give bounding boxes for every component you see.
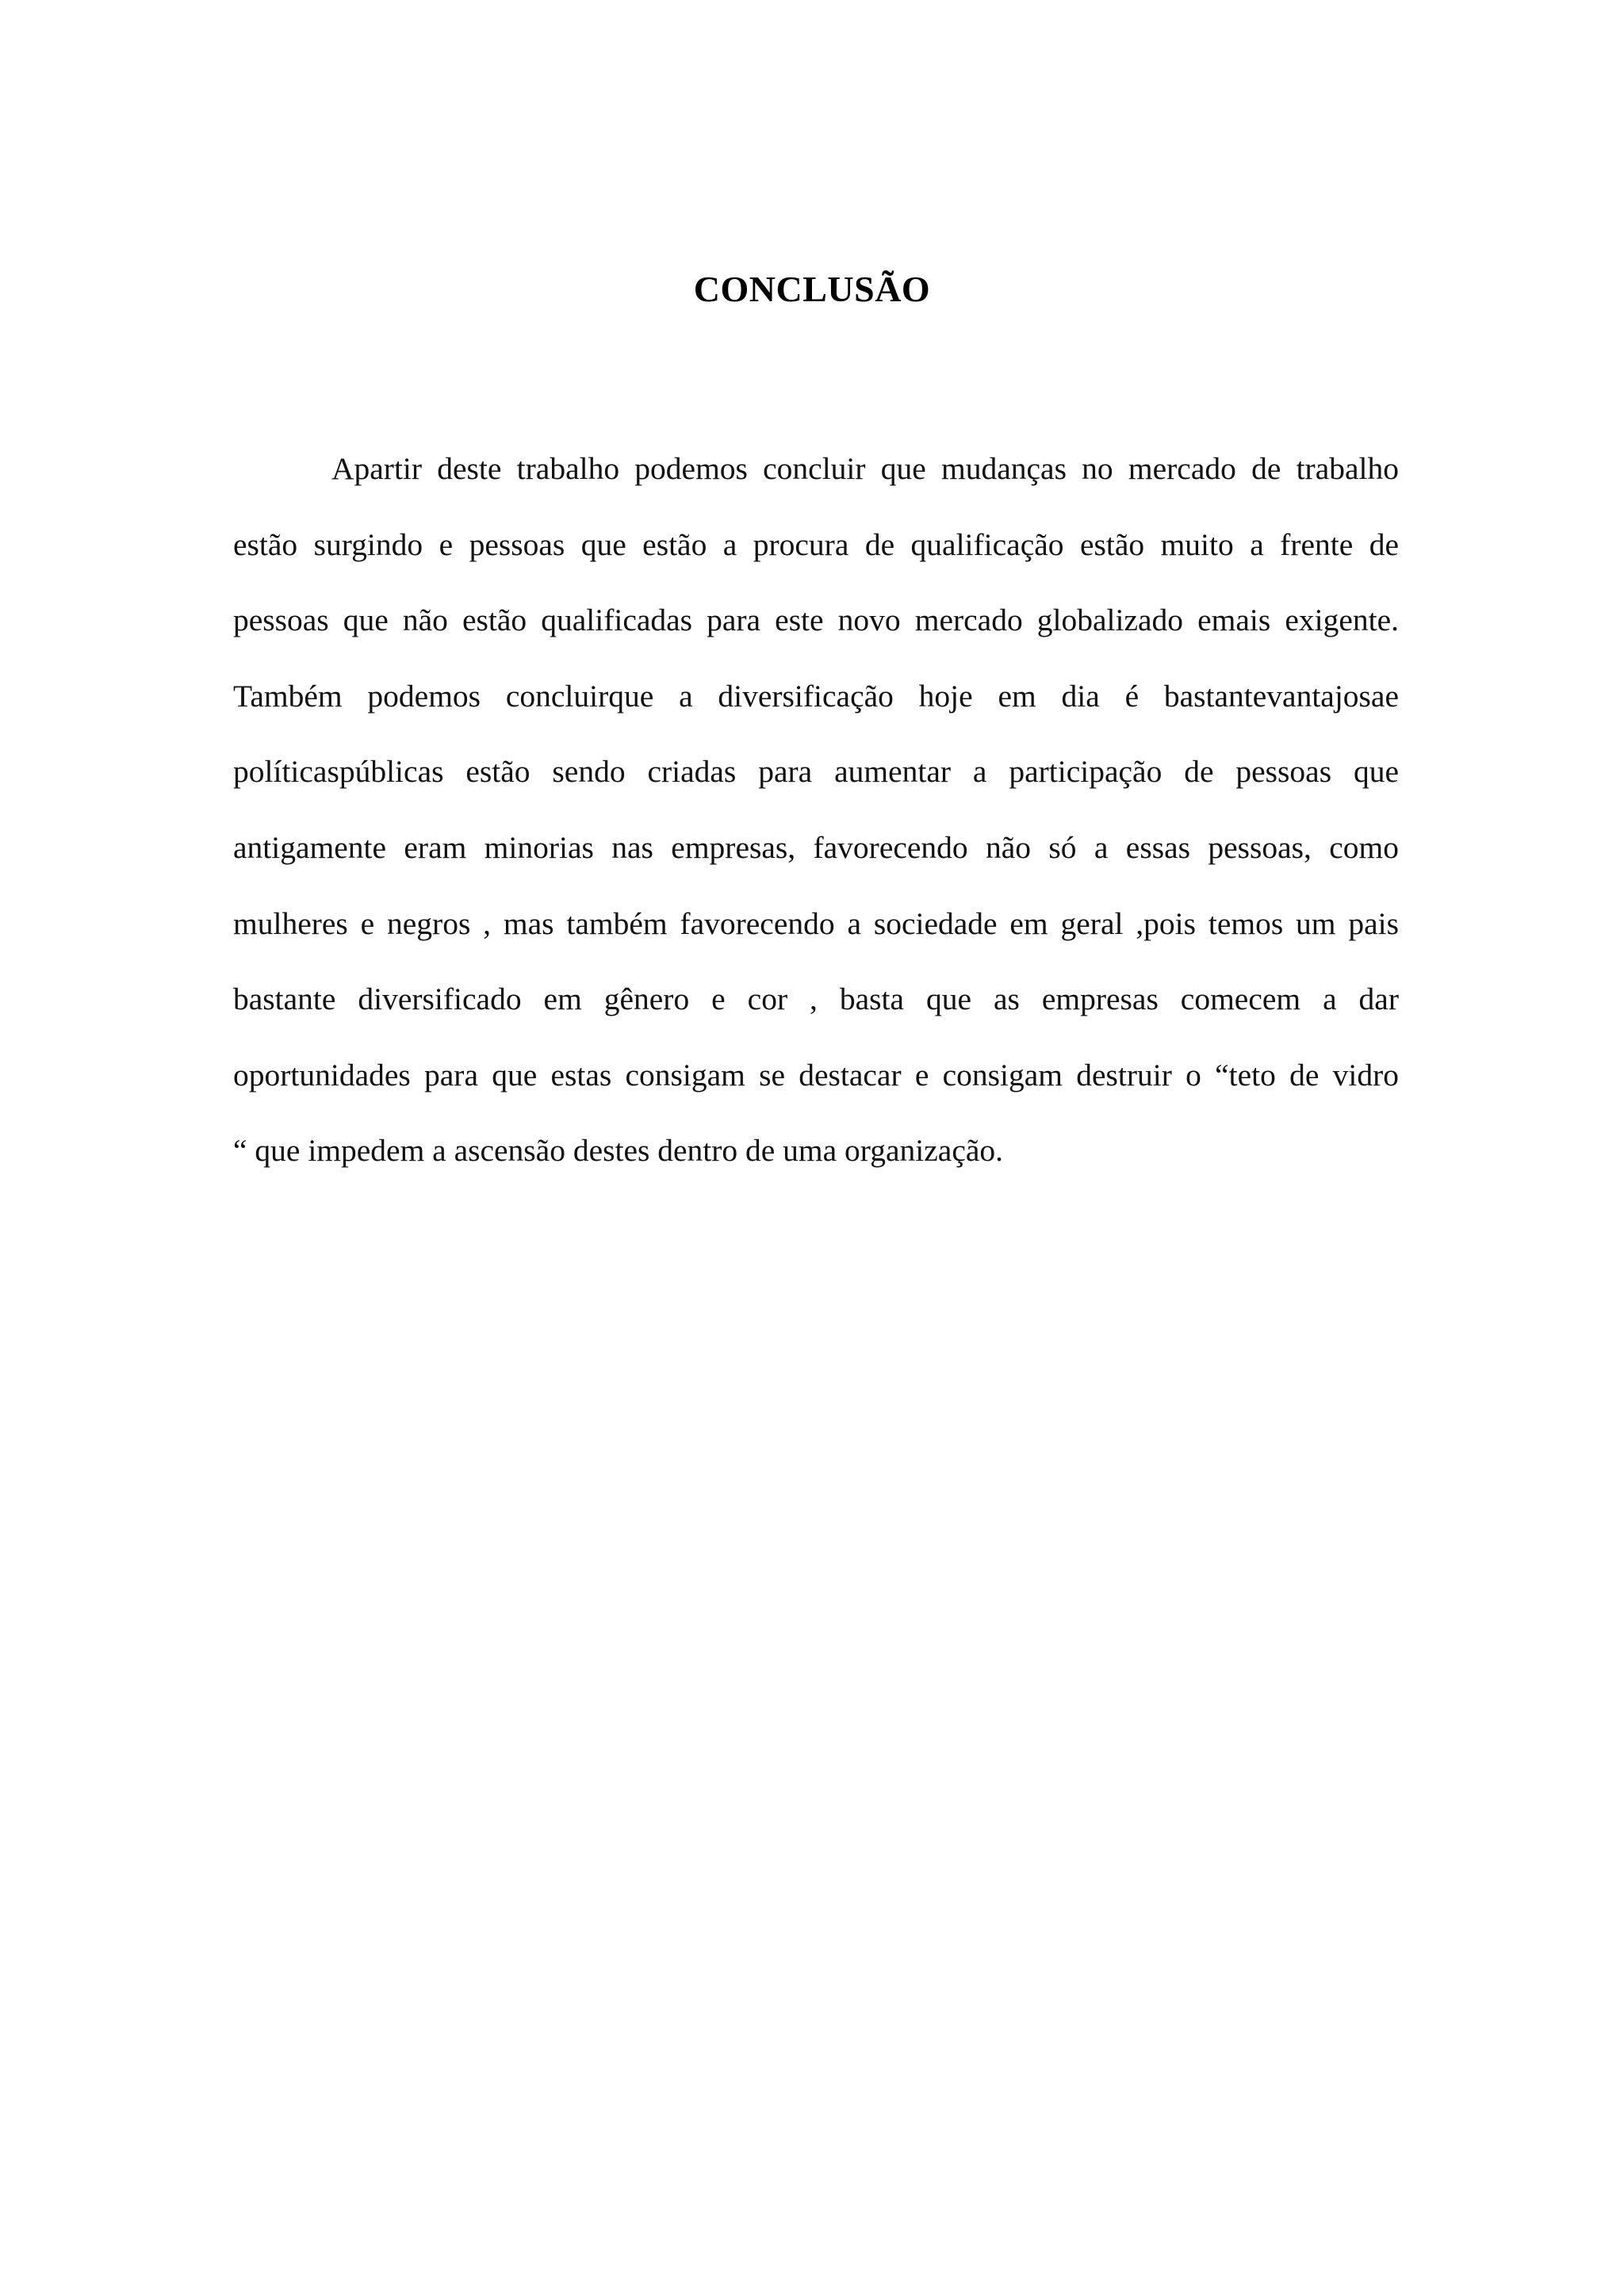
paragraph-line: bastante diversificado em gênero e cor , basta que as empresas comecem a dar xyxy=(233,982,1399,1017)
paragraph-line: estão surgindo e pessoas que estão a procura de qualificação estão muito a frente de xyxy=(233,526,1399,562)
paragraph-line: oportunidades para que estas consigam se destacar e consigam destruir o “teto de vidro xyxy=(233,1057,1399,1093)
page-title: CONCLUSÃO xyxy=(693,269,931,309)
paragraph-line: mulheres e negros , mas também favorecendo a sociedade em geral ,pois temos um pais xyxy=(233,905,1399,941)
paragraph-line: Também podemos concluirque a diversificação hoje em dia é bastantevantajosae xyxy=(233,678,1399,714)
conclusion-paragraph xyxy=(233,431,1399,1189)
paragraph-line: pessoas que não estão qualificadas para este novo mercado globalizado emais exigente. xyxy=(233,603,1399,638)
paragraph-line: “ que impedem a ascensão destes dentro de uma organização. xyxy=(233,1133,1004,1169)
paragraph-line: Apartir deste trabalho podemos concluir que mudanças no mercado de trabalho xyxy=(331,451,1399,486)
paragraph-line: políticaspúblicas estão sendo criadas para aumentar a participação de pessoas que xyxy=(233,754,1399,790)
paragraph-line: antigamente eram minorias nas empresas, favorecendo não só a essas pessoas, como xyxy=(233,829,1399,865)
